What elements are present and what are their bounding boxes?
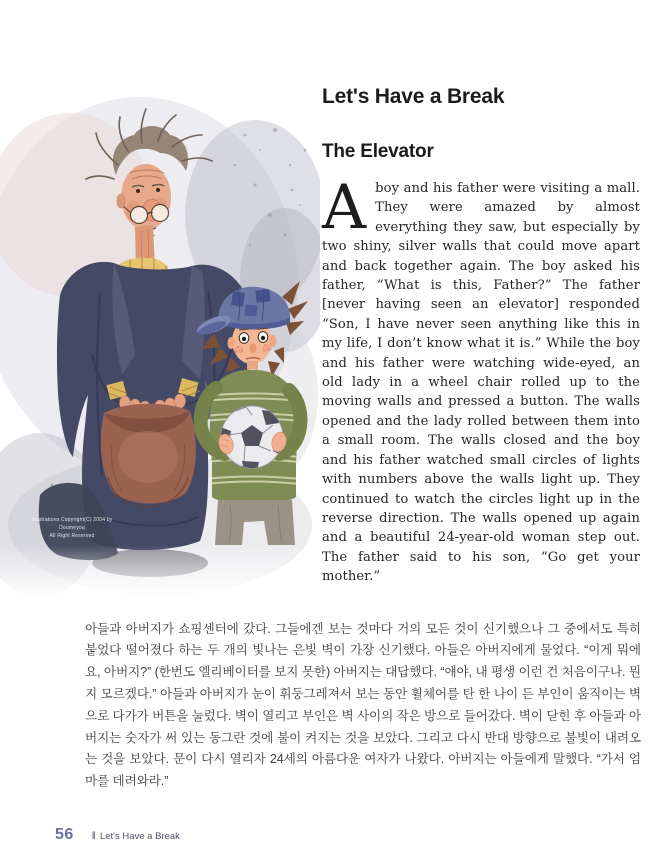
story-english-paragraph bbox=[322, 172, 640, 587]
drop-cap: A bbox=[322, 172, 367, 243]
illustration-credit bbox=[30, 516, 114, 540]
text-column bbox=[322, 84, 640, 587]
running-title: Let's Have a Break bbox=[99, 831, 180, 842]
story-english-text: boy and his father were visiting a mall. They were amazed by almost everything they saw, but especially by two shiny, silver walls that could move apart and back together again. The boy asked his father, “What is this, Father?” The father [never having seen an elevator] responded “Son, I have never seen anything like this in my life, I don’t know what it is.” While the boy and his father were watching wide-eyed, an old lady in a wheel chair rolled up to the moving walls and pressed a button. The walls opened and the lady rolled between them into a small room. The walls closed and the boy and his father watched small circles of lights with numbers above the walls light up. They continued to watch the circles light up in the reverse direction. The walls opened up again and a beautiful 24-year-old woman step out. The father said to his son, “Go get your mother.” bbox=[322, 181, 640, 585]
page-number: 56 bbox=[55, 826, 74, 843]
page-footer bbox=[55, 826, 180, 844]
story-title: The Elevator bbox=[322, 141, 434, 162]
fade-overlay bbox=[0, 545, 320, 600]
old-man-hat bbox=[101, 404, 196, 507]
section-title: Let's Have a Break bbox=[322, 85, 505, 108]
double-bar-icon: ‖ bbox=[91, 831, 96, 842]
credit-line-2: All Right Reserved bbox=[49, 533, 95, 539]
credit-line-1: Illustrations Copyright(C) 2004 by Doumeyou bbox=[31, 517, 113, 531]
running-head bbox=[92, 831, 180, 842]
story-korean-paragraph: 아들과 아버지가 쇼핑센터에 갔다. 그들에겐 보는 것마다 거의 모든 것이 신기했으나 그 중에서도 특히 붙었다 떨어졌다 하는 두 개의 빛나는 은빛 벽이 가장 신기했다. 아들은 아버지에게 물었다. “이게 뭐에요, 아버지?” (한번도 엘리베이터를 보지 못한) 아버지는 대답했다. “얘야, 내 평생 이런 건 처음이구나. 뭔지 모르겠다.” 아들과 아버지가 눈이 휘둥그레져서 보는 동안 휠체어를 탄 한 나이 든 부인이 움직이는 벽으로 다가가 버튼을 눌렀다. 벽이 열리고 부인은 벽 사이의 작은 방으로 들어갔다. 벽이 닫힌 후 아들과 아버지는 숫자가 써 있는 동그란 것에 불이 켜지는 것을 보았다. 그리고 다시 반대 방향으로 불빛이 내려오는 것을 보았다. 문이 다시 열리자 24세의 아름다운 여자가 나왔다. 아버지는 아들에게 말했다. “가서 엄마를 데려와라.” bbox=[85, 621, 641, 789]
